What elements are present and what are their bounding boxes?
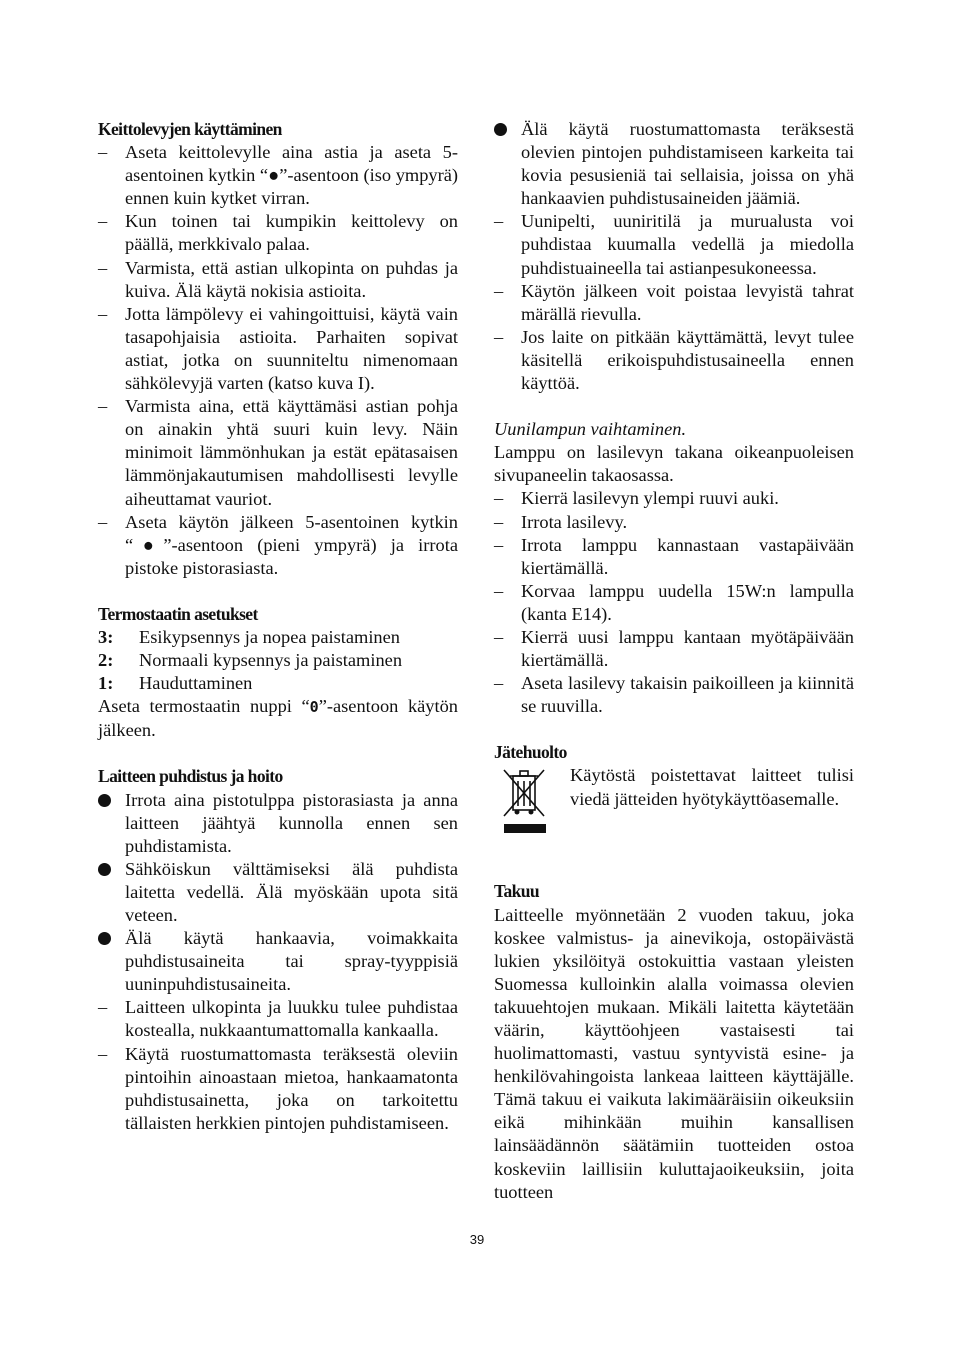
- list-item: – Jotta lämpölevy ei vahingoittuisi, käytä vain tasapohjaisia astioita. Parhaiten sopivat astiat, jotka on suunniteltu nimenomaan sähkölevyjä varten (katso kuva I).: [98, 303, 458, 394]
- bullet-icon: [98, 794, 111, 807]
- page-number: 39: [469, 1232, 485, 1247]
- lamp-list: [494, 487, 854, 718]
- list-item: – Korvaa lamppu uudella 15W:n lampulla (kanta E14).: [494, 580, 854, 624]
- care-list-continued: [494, 118, 854, 395]
- thermostat-heading: Termostaatin asetukset: [98, 603, 258, 624]
- list-item: Älä käytä hankaavia, voimakkaita puhdistusaineita tai spray-tyyppisiä uuninpuhdistusaineita.: [98, 927, 458, 996]
- bullet-icon: [494, 123, 507, 136]
- list-item: – Irrota lasilevy.: [494, 511, 628, 532]
- list-item: – Jos laite on pitkään käyttämättä, levyt tulee käsitellä erikoispuhdistusaineella ennen käyttöä.: [494, 326, 854, 394]
- bullet-icon: [98, 863, 111, 876]
- crossed-bin-icon: [500, 766, 550, 834]
- list-item: – Aseta keittolevylle aina astia ja aseta 5-asentoinen kytkin “●”-asentoon (iso ympyrä) ennen kuin kytket virran.: [98, 142, 458, 209]
- list-item: – Kierrä uusi lamppu kantaan myötäpäivään kiertämällä.: [494, 626, 854, 671]
- list-item: – Varmista, että astian ulkopinta on puhdas ja kuiva. Älä käytä nokisia astioita.: [98, 257, 458, 301]
- list-item: – Irrota lamppu kannastaan vastapäivään kiertämällä.: [494, 534, 854, 578]
- list-item: – Kun toinen tai kumpikin keittolevy on päällä, merkkivalo palaa.: [98, 211, 458, 255]
- list-item: – Varmista aina, että käyttämäsi astian pohja on ainakin yhtä suuri kuin levy. Näin minimoit lämmönhukan ja estät epätasaisen lämmönjakautumisen mahdollisesti levylle aiheuttamat vauriot.: [98, 396, 458, 509]
- list-item: Irrota aina pistotulppa pistorasiasta ja anna laitteen jäähtyä kunnolla ennen sen puhdistamista.: [98, 789, 458, 858]
- care-list: [98, 789, 458, 1135]
- list-item: – Käytön jälkeen voit poistaa levyistä tahrat märällä rievulla.: [494, 280, 854, 324]
- list-item: – Uunipelti, uuniritilä ja murualusta voi puhdistaa kuumalla vedellä ja miedolla puhdistuaineella tai astianpesukoneessa.: [494, 211, 854, 278]
- left-column: [98, 118, 458, 1135]
- list-item: – Kierrä lasilevyn ylempi ruuvi auki.: [494, 488, 779, 509]
- list-item: – Aseta lasilevy takaisin paikoilleen ja kiinnitä se ruuvilla.: [494, 673, 854, 717]
- list-item: Sähköiskun välttämiseksi älä puhdista laitetta vedellä. Älä myöskään upota sitä veteen.: [98, 858, 458, 927]
- waste-heading: Jätehuolto: [494, 742, 567, 763]
- lamp-intro: Lamppu on lasilevyn takana oikeanpuoleisen sivupaneelin takaosassa.: [494, 442, 854, 486]
- care-heading: Laitteen puhdistus ja hoito: [98, 766, 283, 787]
- hob-list: [98, 141, 458, 580]
- warranty-heading: Takuu: [494, 881, 540, 902]
- thermostat-settings: [98, 626, 458, 695]
- waste-block: [494, 764, 854, 834]
- bullet-icon: [98, 932, 111, 945]
- waste-text: Käytöstä poistettavat laitteet tulisi viedä jätteiden hyötykäyttöasemalle.: [570, 765, 854, 809]
- thermostat-setting: 3: Esikypsennys ja nopea paistaminen: [98, 626, 400, 647]
- list-item: – Laitteen ulkopinta ja luukku tulee puhdistaa kostealla, nukkaantumattomalla kankaalla.: [98, 997, 458, 1041]
- lamp-heading: Uunilampun vaihtaminen.: [494, 419, 687, 440]
- off-symbol: 0: [309, 698, 319, 717]
- right-column: [494, 118, 854, 1204]
- list-item: Älä käytä ruostumattomasta teräksestä olevien pintojen puhdistamiseen karkeita tai kovia pesusieniä tai sellaisia, joissa on yhä hankaavien puhdistusaineiden jäämiä.: [494, 118, 854, 210]
- list-item: – Aseta käytön jälkeen 5-asentoinen kytkin “●”-asentoon (pieni ympyrä) ja irrota pistoke pistorasiasta.: [98, 511, 458, 578]
- hob-heading: Keittolevyjen käyttäminen: [98, 119, 282, 139]
- thermostat-setting: 1: Hauduttaminen: [98, 673, 253, 694]
- warranty-text: Laitteelle myönnetään 2 vuoden takuu, joka koskee valmistus- ja ainevikoja, ostopäivästä lukien yksilöityä ostokuittia vastaan yleisten Suomessa kulloinkin alalla voimassa olevien takuuehtojen mukaan. Mikäli laitetta käytetään väärin, käyttöohjeen vastaisesti tai huolimattomasti, vastuu syntyvistä esine- ja henkilövahingoista lankeaa laitteen käyttäjälle. Tämä takuu ei vaikuta lakimääräisiin oikeuksiin eikä mihinkään muihin kansallisen lainsäädännön säätämiin tuotteiden ostoa koskeviin laillisiin kuluttajaoikeuksiin, joita tuotteen: [494, 904, 854, 1202]
- list-item: – Käytä ruostumattomasta teräksestä oleviin pintoihin ainoastaan mietoa, hankaamatonta puhdistusainetta, joka on tarkoitettu tällaisten herkkien pintojen puhdistamiseen.: [98, 1043, 458, 1133]
- thermostat-note: Aseta termostaatin nuppi “0”-asentoon käytön jälkeen.: [98, 696, 459, 741]
- thermostat-setting: 2: Normaali kypsennys ja paistaminen: [98, 650, 403, 671]
